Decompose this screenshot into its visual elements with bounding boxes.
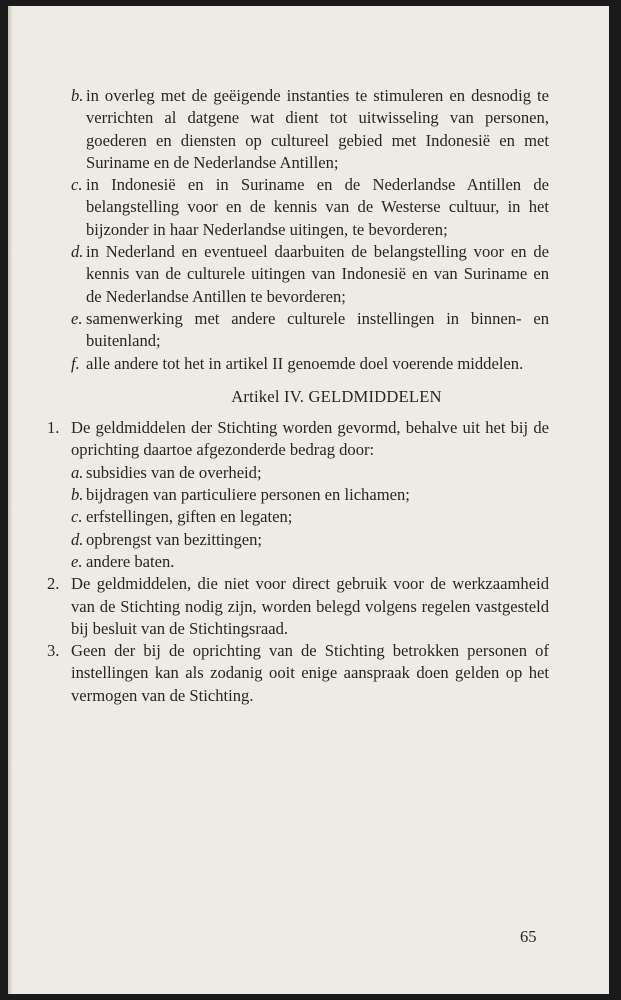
list-item: [71, 174, 549, 241]
page-body: [47, 85, 549, 707]
article-paragraph-3: [47, 640, 549, 707]
sub-item-text: erfstellingen, giften en legaten;: [86, 507, 293, 527]
sub-item-marker: e.: [71, 551, 83, 571]
list-marker: d.: [71, 242, 84, 262]
sub-item-marker: d.: [71, 529, 84, 549]
list-marker: c.: [71, 175, 83, 195]
list-item-text: alle andere tot het in artikel II genoemde doel voerende middelen.: [86, 353, 524, 373]
list-item-text: in Indonesië en in Suriname en de Nederlandse Antillen de belangstelling voor en de kennis van de Westerse cultuur, in het bijzonder in haar Nederlandse uitingen, te bevorderen;: [86, 175, 549, 239]
article-paragraph-2: [47, 573, 549, 640]
paragraph-number: 1.: [47, 418, 60, 438]
sub-item: [71, 551, 549, 573]
sub-item-text: subsidies van de overheid;: [86, 462, 262, 482]
page-binding-shadow: [8, 6, 13, 994]
paragraph-text: Geen der bij de oprichting van de Stichting betrokken personen of instellingen kan als zodanig ooit enige aanspraak doen gelden op het vermogen van de Stichting.: [71, 641, 549, 705]
list-item: [71, 241, 549, 308]
list-item-text: in Nederland en eventueel daarbuiten de belangstelling voor en de kennis van de culturele uitingen van Indonesië en van Suriname en de Nederlandse Antillen te bevorderen;: [86, 242, 549, 306]
sub-item-marker: b.: [71, 485, 84, 505]
sub-item-marker: c.: [71, 507, 83, 527]
list-item-text: in overleg met de geëigende instanties te stimuleren en desnodig te verrichten al datgene wat dient tot uitwisseling van personen, goederen en diensten op cultureel gebied met Indonesië en met Suriname en de Nederlandse Antillen;: [86, 86, 549, 172]
sub-item-text: opbrengst van bezittingen;: [86, 529, 263, 549]
sub-item: [71, 462, 549, 484]
paragraph-text: De geldmiddelen der Stichting worden gevormd, behalve uit het bij de oprichting daartoe afgezonderde bedrag door:: [71, 418, 549, 460]
list-item: [71, 308, 549, 353]
document-page: [8, 6, 609, 994]
sub-item: [71, 484, 549, 506]
list-item: [71, 85, 549, 174]
list-marker: e.: [71, 308, 83, 328]
paragraph-number: 3.: [47, 641, 60, 661]
paragraph-text: De geldmiddelen, die niet voor direct gebruik voor de werkzaamheid van de Stichting nodig zijn, worden belegd volgens regelen vastgesteld bij besluit van de Stichtingsraad.: [71, 574, 549, 638]
list-item-text: samenwerking met andere culturele instellingen in binnen- en buitenland;: [86, 308, 549, 351]
list-item: [71, 353, 549, 375]
sub-item: [71, 506, 549, 528]
sub-item: [71, 529, 549, 551]
article-paragraph-1: [47, 417, 549, 462]
page-number: 65: [520, 927, 537, 946]
paragraph-number: 2.: [47, 574, 60, 594]
sub-item-text: bijdragen van particuliere personen en lichamen;: [86, 485, 410, 505]
sub-item-marker: a.: [71, 462, 84, 482]
sub-item-text: andere baten.: [86, 551, 175, 571]
article-heading: Artikel IV. GELDMIDDELEN: [231, 386, 442, 406]
list-marker: b.: [71, 86, 84, 105]
list-marker: f.: [71, 353, 80, 373]
